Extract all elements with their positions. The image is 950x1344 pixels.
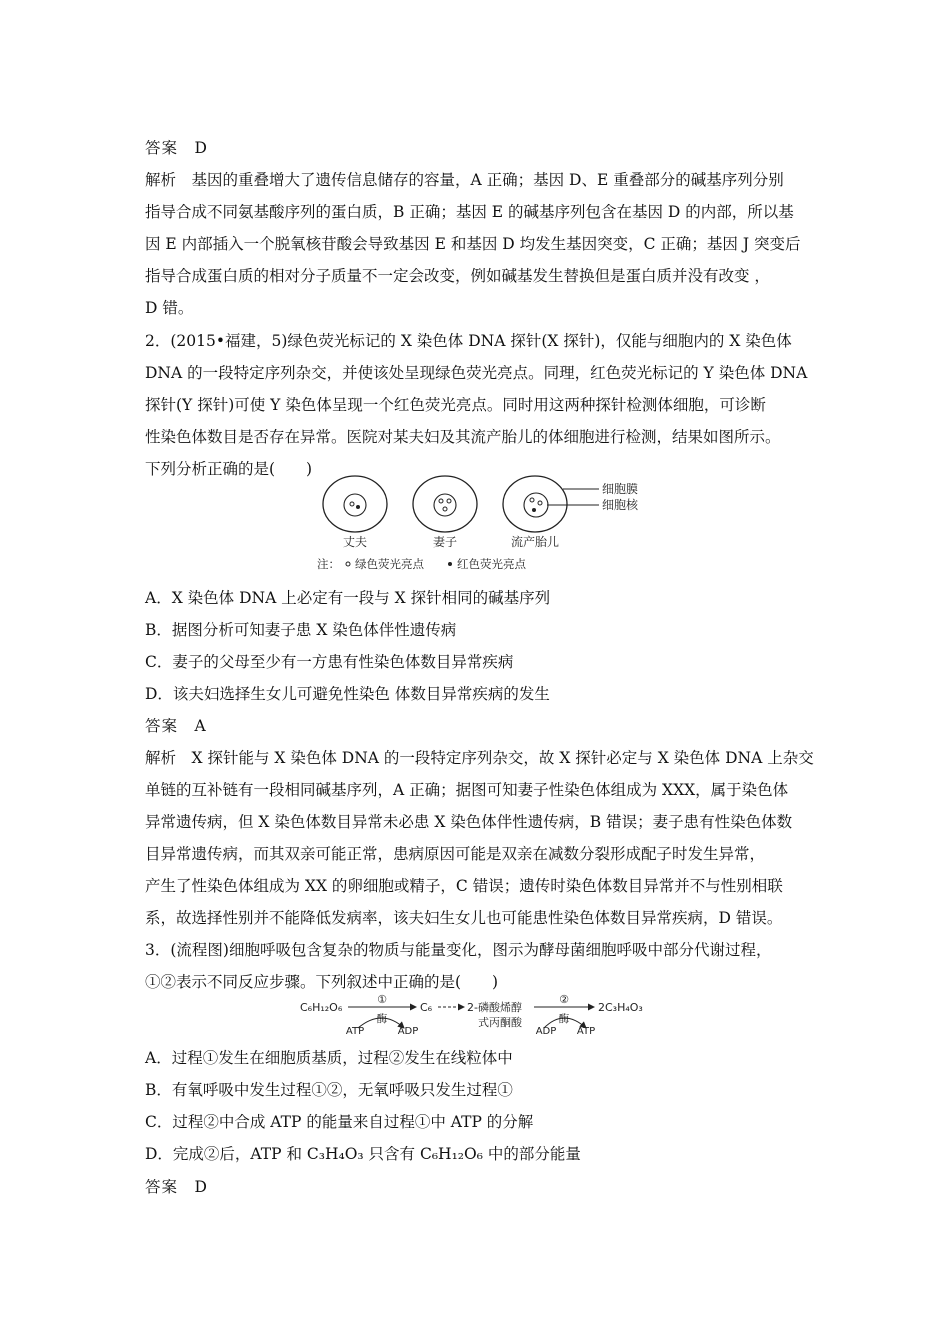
q1-analysis-line: 指导合成不同氨基酸序列的蛋白质，B 正确；基因 E 的碱基序列包含在基因 D 的内部，所以基: [145, 203, 794, 221]
q3-option-b: B．有氧呼吸中发生过程①②，无氧呼吸只发生过程①: [145, 1081, 513, 1099]
q2-stem-line: 探针(Y 探针)可使 Y 染色体呈现一个红色荧光亮点。同时用这两种探针检测体细胞，可诊断: [145, 396, 766, 414]
step1-atp: ATP: [345, 1026, 365, 1036]
cell-membrane: [323, 476, 387, 532]
cell-probe-figure: [315, 472, 655, 578]
q2-analysis-line: 目异常遗传病，而其双亲可能正常，患病原因可能是双亲在减数分裂形成配子时发生异常，: [145, 845, 766, 863]
pep-label-line1: 2-磷酸烯醇: [467, 1001, 522, 1014]
cell-nucleus: [524, 493, 548, 517]
legend-note: 注：: [317, 557, 340, 571]
legend-green-marker: [346, 562, 350, 566]
q3-option-d: D．完成②后，ATP 和 C₃H₄O₃ 只含有 C₆H₁₂O₆ 中的部分能量: [145, 1145, 581, 1163]
q2-analysis-line: 单链的互补链有一段相同碱基序列，A 正确；据图可知妻子性染色体组成为 XXX，属于染色体: [145, 781, 789, 799]
q2-stem-line: 2．(2015•福建，5)绿色荧光标记的 X 染色体 DNA 探针(X 探针)，仅能与细胞内的 X 染色体: [145, 332, 792, 350]
q3-stem-line: ①②表示不同反应步骤。下列叙述中正确的是( ): [145, 973, 499, 991]
green-dot: [443, 507, 447, 511]
q2-analysis-line: 系，故选择性别并不能降低发病率，该夫妇生女儿也可能患性染色体数目异常疾病，D 错误。: [145, 909, 783, 927]
cell-nucleus: [434, 494, 456, 516]
pep-label-line2: 式丙酮酸: [478, 1016, 522, 1029]
q3-answer: 答案 D: [145, 1178, 208, 1196]
step1-enzyme: 酶: [376, 1013, 388, 1025]
q2-analysis-line: 异常遗传病，但 X 染色体数目异常未必患 X 染色体伴性遗传病，B 错误；妻子患有性染色体数: [145, 813, 793, 831]
q3-option-a: A．过程①发生在细胞质基质，过程②发生在线粒体中: [145, 1049, 513, 1067]
cell-membrane: [503, 476, 567, 532]
cell-membrane: [413, 476, 477, 532]
legend-red: 红色荧光亮点: [457, 557, 526, 571]
c6-label: C₆: [420, 1001, 433, 1014]
step2-enzyme: 酶: [558, 1013, 570, 1025]
legend-green: 绿色荧光亮点: [355, 557, 424, 571]
step2-label: ②: [559, 993, 569, 1006]
q2-stem-line: 下列分析正确的是( ): [145, 460, 313, 478]
q2-answer: 答案 A: [145, 717, 207, 735]
membrane-label: 细胞膜: [602, 482, 639, 496]
legend-red-marker: [448, 562, 452, 566]
q2-option-d: D．该夫妇选择生女儿可避免性染色 体数目异常疾病的发生: [145, 685, 550, 703]
q2-option-a: A．X 染色体 DNA 上必定有一段与 X 探针相同的碱基序列: [145, 589, 551, 607]
pyruvate-label: 2C₃H₄O₃: [598, 1001, 643, 1014]
glucose-label: C₆H₁₂O₆: [300, 1001, 343, 1014]
q1-answer: 答案 D: [145, 139, 208, 157]
q1-analysis-line: 指导合成蛋白质的相对分子质量不一定会改变，例如碱基发生替换但是蛋白质并没有改变 ，: [145, 267, 770, 285]
green-dot: [350, 502, 354, 506]
q3-option-c: C．过程②中合成 ATP 的能量来自过程①中 ATP 的分解: [145, 1113, 534, 1131]
cell-name-fetus: 流产胎儿: [510, 535, 560, 549]
q2-stem-line: DNA 的一段特定序列杂交，并使该处呈现绿色荧光亮点。同理，红色荧光标记的 Y 染色体 DNA: [145, 364, 808, 382]
step1-adp: ADP: [397, 1026, 419, 1036]
cell-nucleus: [344, 494, 366, 516]
step2-atp: ATP: [576, 1026, 596, 1036]
q1-analysis-line: 因 E 内部插入一个脱氧核苷酸会导致基因 E 和基因 D 均发生基因突变，C 正确；基因 J 突变后: [145, 235, 801, 253]
cell-name-wife: 妻子: [432, 535, 458, 549]
q3-stem-line: 3．(流程图)细胞呼吸包含复杂的物质与能量变化，图示为酵母菌细胞呼吸中部分代谢过程，: [145, 941, 772, 959]
cell-name-husband: 丈夫: [342, 535, 368, 549]
red-dot: [356, 505, 360, 509]
q2-analysis-line: 产生了性染色体组成为 XX 的卵细胞或精子，C 错误；遗传时染色体数目异常并不与性别相联: [145, 877, 783, 895]
step2-adp: ADP: [535, 1026, 557, 1036]
respiration-flow-diagram: [300, 992, 660, 1036]
q2-analysis-line: 解析 X 探针能与 X 染色体 DNA 的一段特定序列杂交，故 X 探针必定与 X 染色体 DNA 上杂交: [145, 749, 814, 767]
green-dot: [538, 501, 542, 505]
q2-option-c: C．妻子的父母至少有一方患有性染色体数目异常疾病: [145, 653, 514, 671]
q1-analysis-line: 解析 基因的重叠增大了遗传信息储存的容量，A 正确；基因 D、E 重叠部分的碱基序列分别: [145, 171, 784, 189]
cell-fetus: [503, 476, 567, 532]
q1-analysis-line: D 错。: [145, 299, 194, 317]
cell-wife: [413, 476, 477, 532]
step1-label: ①: [377, 993, 387, 1006]
green-dot: [447, 499, 451, 503]
q2-option-b: B．据图分析可知妻子患 X 染色体伴性遗传病: [145, 621, 457, 639]
green-dot: [530, 498, 534, 502]
q2-stem-line: 性染色体数目是否存在异常。医院对某夫妇及其流产胎儿的体细胞进行检测，结果如图所示。: [145, 428, 781, 446]
red-dot: [532, 508, 536, 512]
nucleus-label: 细胞核: [602, 498, 639, 512]
green-dot: [439, 499, 443, 503]
cell-husband: [323, 476, 387, 532]
